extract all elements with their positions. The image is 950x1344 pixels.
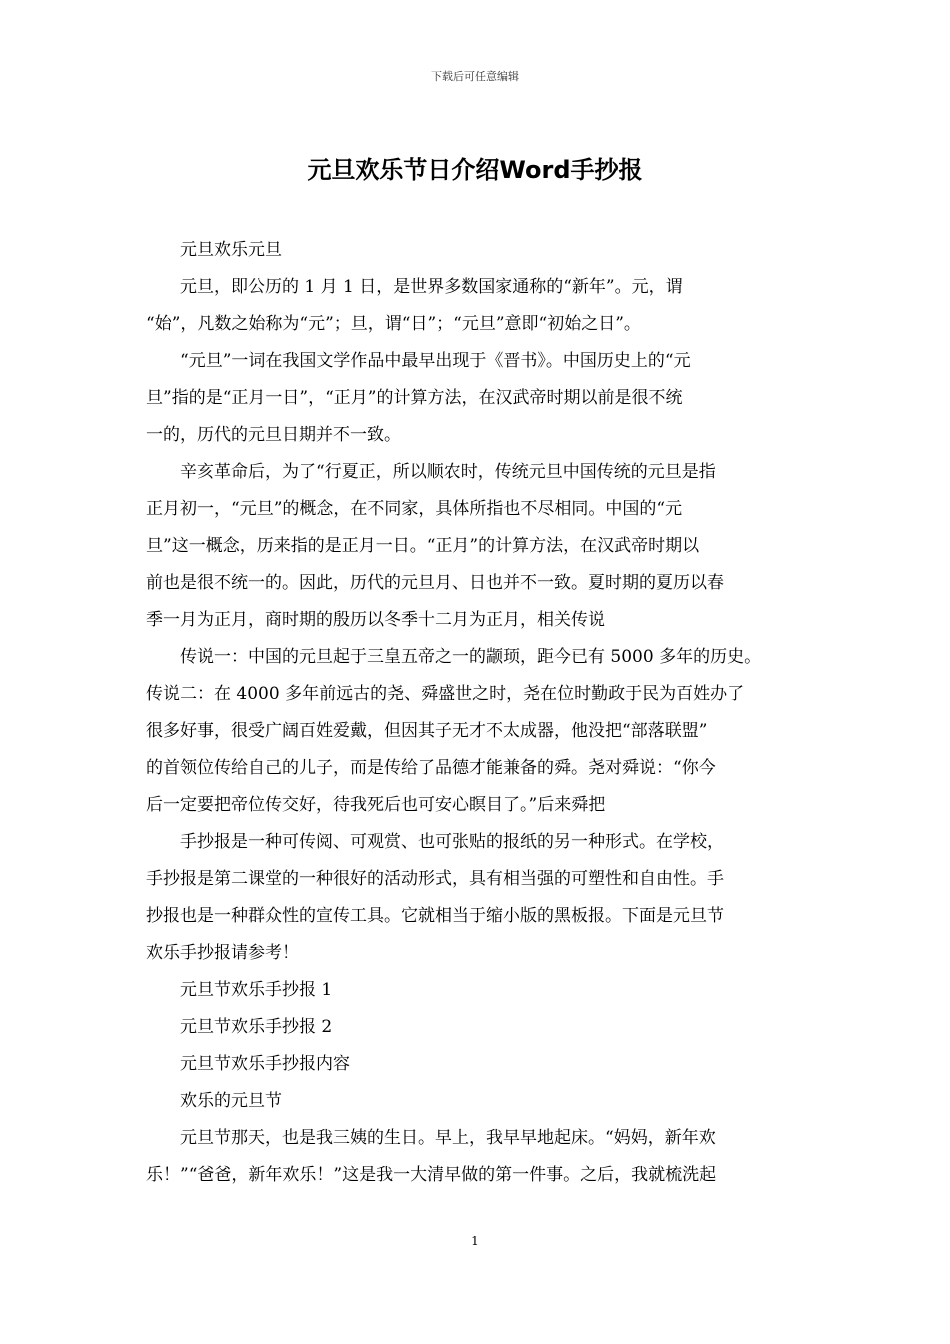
document-body bbox=[146, 232, 816, 1194]
body-line: “元旦”一词在我国文学作品中最早出现于《晋书》。中国历史上的“元 bbox=[180, 351, 691, 371]
body-line: 很多好事，很受广阔百姓爱戴，但因其子无才不太成器，他没把“部落联盟” bbox=[146, 721, 708, 741]
body-line: 元旦节欢乐手抄报 1 bbox=[180, 980, 333, 1000]
body-line: 后一定要把帝位传交好，待我死后也可安心瞑目了。”后来舜把 bbox=[146, 795, 606, 815]
body-line: 元旦，即公历的 1 月 1 日，是世界多数国家通称的“新年”。元，谓 bbox=[180, 277, 683, 297]
body-line: 乐！”“爸爸，新年欢乐！”这是我一大清早做的第一件事。之后，我就梳洗起 bbox=[146, 1165, 717, 1185]
body-line: 元旦节那天，也是我三姨的生日。早上，我早早地起床。“妈妈，新年欢 bbox=[180, 1128, 716, 1148]
body-line: 传说一：中国的元旦起于三皇五帝之一的颛顼，距今已有 5000 多年的历史。 bbox=[180, 647, 762, 667]
body-line: 手抄报是一种可传阅、可观赏、也可张贴的报纸的另一种形式。在学校， bbox=[180, 832, 724, 852]
body-line: 季一月为正月，商时期的殷历以冬季十二月为正月，相关传说 bbox=[146, 610, 605, 630]
body-line: 手抄报是第二课堂的一种很好的活动形式，具有相当强的可塑性和自由性。手 bbox=[146, 869, 724, 889]
body-line: 元旦欢乐元旦 bbox=[180, 240, 282, 260]
body-line: 正月初一，“元旦”的概念，在不同家，具体所指也不尽相同。中国的“元 bbox=[146, 499, 683, 519]
body-line: 旦”指的是“正月一日”，“正月”的计算方法，在汉武帝时期以前是很不统 bbox=[146, 388, 683, 408]
body-line: 前也是很不统一的。因此，历代的元旦月、日也并不一致。夏时期的夏历以春 bbox=[146, 573, 724, 593]
document-title: 元旦欢乐节日介绍Word手抄报 bbox=[307, 156, 643, 184]
body-line: 元旦节欢乐手抄报 2 bbox=[180, 1017, 333, 1037]
body-line: 元旦节欢乐手抄报内容 bbox=[180, 1054, 350, 1074]
body-line: 欢乐手抄报请参考！ bbox=[146, 943, 299, 963]
body-line: 一的，历代的元旦日期并不一致。 bbox=[146, 425, 401, 445]
body-line: 旦”这一概念，历来指的是正月一日。“正月”的计算方法，在汉武帝时期以 bbox=[146, 536, 700, 556]
body-line: “始”，凡数之始称为“元”；旦，谓“日”；“元旦”意即“初始之日”。 bbox=[146, 314, 641, 334]
header-note: 下载后可任意编辑 bbox=[431, 70, 519, 83]
body-line: 辛亥革命后，为了“行夏正，所以顺农时，传统元旦中国传统的元旦是指 bbox=[180, 462, 716, 482]
body-line: 传说二：在 4000 多年前远古的尧、舜盛世之时，尧在位时勤政于民为百姓办了 bbox=[146, 684, 745, 704]
body-line: 抄报也是一种群众性的宣传工具。它就相当于缩小版的黑板报。下面是元旦节 bbox=[146, 906, 724, 926]
page-number: 1 bbox=[471, 1234, 479, 1248]
body-line: 欢乐的元旦节 bbox=[180, 1091, 282, 1111]
body-line: 的首领位传给自己的儿子，而是传给了品德才能兼备的舜。尧对舜说：“你今 bbox=[146, 758, 716, 778]
